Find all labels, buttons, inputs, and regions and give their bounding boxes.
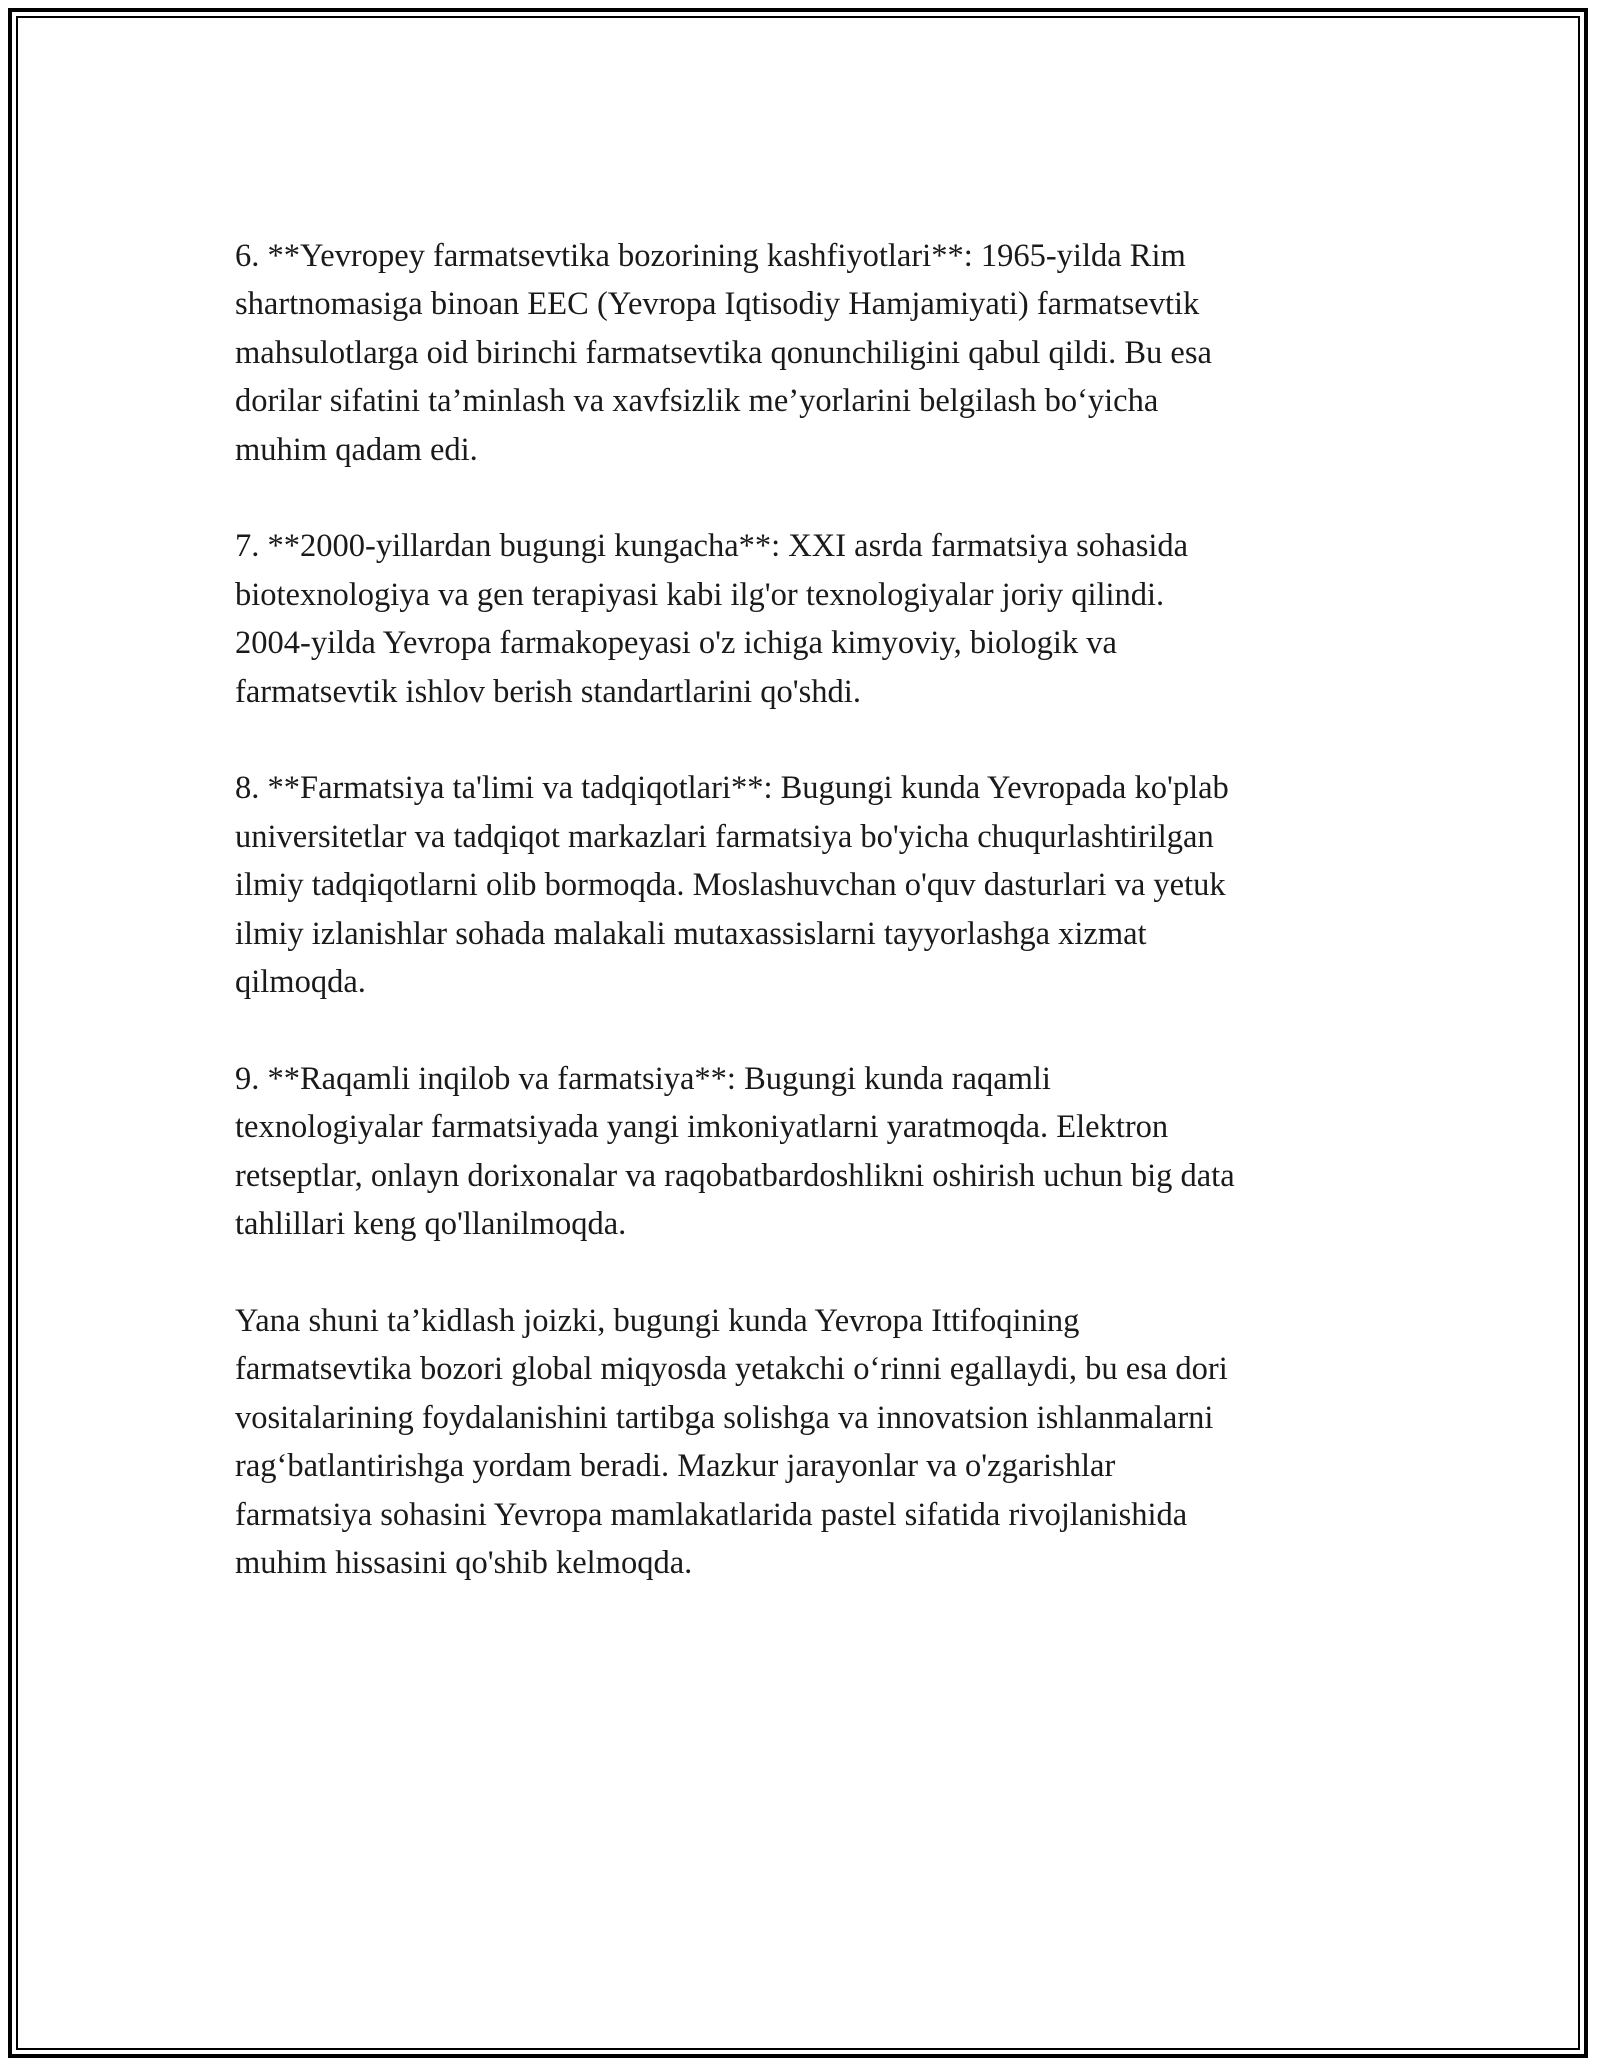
paragraph-9: 9. **Raqamli inqilob va farmatsiya**: Bugungi kunda raqamli texnologiyalar farmatsiyada yangi imkoniyatlarni yaratmoqda. Elektron retseptlar, onlayn dorixonalar va raqobatbardoshlikni oshirish uchun big data tahlillari keng qo'llanilmoqda.	[235, 1060, 1235, 1243]
paragraph-8: 8. **Farmatsiya ta'limi va tadqiqotlari**: Bugungi kunda Yevropada ko'plab universitetlar va tadqiqot markazlari farmatsiya bo'yicha chuqurlashtirilgan ilmiy tadqiqotlarni olib bormoqda. Moslashuvchan o'quv dasturlari va yetuk ilmiy izlanishlar sohada malakali mutaxassislarni tayyorlashga xizmat qilmoqda.	[235, 770, 1229, 1001]
paragraph-6: 6. **Yevropey farmatsevtika bozorining kashfiyotlari**: 1965-yilda Rim shartnomasiga binoan EEC (Yevropa Iqtisodiy Hamjamiyati) farmatsevtik mahsulotlarga oid birinchi farmatsevtika qonunchiligini qabul qildi. Bu esa dorilar sifatini ta’minlash va xavfsizlik me’yorlarini belgilash bo‘yicha muhim qadam edi.	[235, 238, 1212, 468]
document-body	[235, 232, 1375, 1587]
paragraph-conclusion: Yana shuni ta’kidlash joizki, bugungi kunda Yevropa Ittifoqining farmatsevtika bozori global miqyosda yetakchi o‘rinni egallaydi, bu esa dori vositalarining foydalanishini tartibga solishga va innovatsion ishlanmalarni rag‘batlantirishga yordam beradi. Mazkur jarayonlar va o'zgarishlar farmatsiya sohasini Yevropa mamlakatlarida pastel sifatida rivojlanishida muhim hissasini qo'shib kelmoqda.	[235, 1302, 1228, 1581]
paragraph-7: 7. **2000-yillardan bugungi kungacha**: XXI asrda farmatsiya sohasida biotexnologiya va gen terapiyasi kabi ilg'or texnologiyalar joriy qilindi. 2004-yilda Yevropa farmakopeyasi o'z ichiga kimyoviy, biologik va farmatsevtik ishlov berish standartlarini qo'shdi.	[235, 528, 1189, 710]
